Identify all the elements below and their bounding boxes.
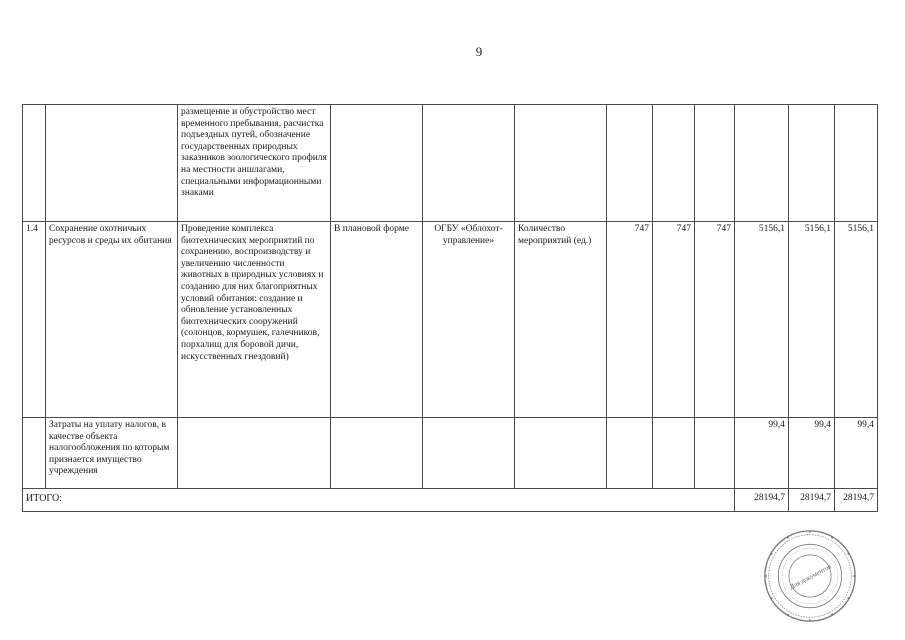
cell-funding-1: 5156,1 (735, 222, 789, 418)
table-row-1-4 (23, 222, 878, 418)
cell-name: Затраты на уплату налогов, в качестве объекта налогообложения по которым признается имущество учреждения (46, 418, 178, 489)
cell-value-1 (607, 105, 653, 222)
cell-form: В плановой форме (331, 222, 423, 418)
cell-executor (423, 105, 515, 222)
cell-funding-3: 99,4 (835, 418, 878, 489)
cell-executor (423, 418, 515, 489)
total-funding-1: 28194,7 (735, 489, 789, 512)
cell-value-1: 747 (607, 222, 653, 418)
cell-value-2 (653, 105, 695, 222)
total-funding-3: 28194,7 (835, 489, 878, 512)
page-number: 9 (475, 44, 483, 59)
cell-index (23, 418, 46, 489)
cell-funding-3: 5156,1 (835, 222, 878, 418)
cell-form (331, 105, 423, 222)
cell-index: 1.4 (23, 222, 46, 418)
cell-description (178, 418, 331, 489)
cell-funding-1: 99,4 (735, 418, 789, 489)
cell-value-1 (607, 418, 653, 489)
cell-funding-2 (789, 105, 835, 222)
cell-name (46, 105, 178, 222)
cell-value-3 (695, 418, 735, 489)
cell-executor: ОГБУ «Облохот-управление» (423, 222, 515, 418)
cell-indicator (515, 105, 607, 222)
table-row-continuation (23, 105, 878, 222)
cell-description: размещение и обустройство мест временного пребывания, расчистка подъездных путей, обозначение государственных природных заказников зоологического профиля на местности аншлагами, специальными информационными знаками (178, 105, 331, 222)
total-funding-2: 28194,7 (789, 489, 835, 512)
cell-funding-2: 5156,1 (789, 222, 835, 418)
table-row-taxes (23, 418, 878, 489)
cell-indicator (515, 418, 607, 489)
cell-value-3: 747 (695, 222, 735, 418)
cell-description: Проведение комплекса биотехнических мероприятий по сохранению, воспроизводству и увеличению численности животных в природных условиях и созданию для них благоприятных условий обитания: создание и обновление установленных биотехнических сооружений (солонцов, кормушек, галечников, порхалищ для боровой дичи, искусственных гнездовий) (178, 222, 331, 418)
total-label: ИТОГО: (23, 489, 735, 512)
cell-value-3 (695, 105, 735, 222)
official-seal-stamp (762, 528, 858, 624)
cell-form (331, 418, 423, 489)
cell-index (23, 105, 46, 222)
stamp-inner-text: Для документов (788, 563, 833, 592)
cell-indicator: Количество мероприятий (ед.) (515, 222, 607, 418)
cell-funding-1 (735, 105, 789, 222)
cell-funding-3 (835, 105, 878, 222)
cell-value-2 (653, 418, 695, 489)
budget-table (22, 104, 878, 512)
table-row-total (23, 489, 878, 512)
cell-funding-2: 99,4 (789, 418, 835, 489)
cell-value-2: 747 (653, 222, 695, 418)
cell-name: Сохранение охотничьих ресурсов и среды их обитания (46, 222, 178, 418)
